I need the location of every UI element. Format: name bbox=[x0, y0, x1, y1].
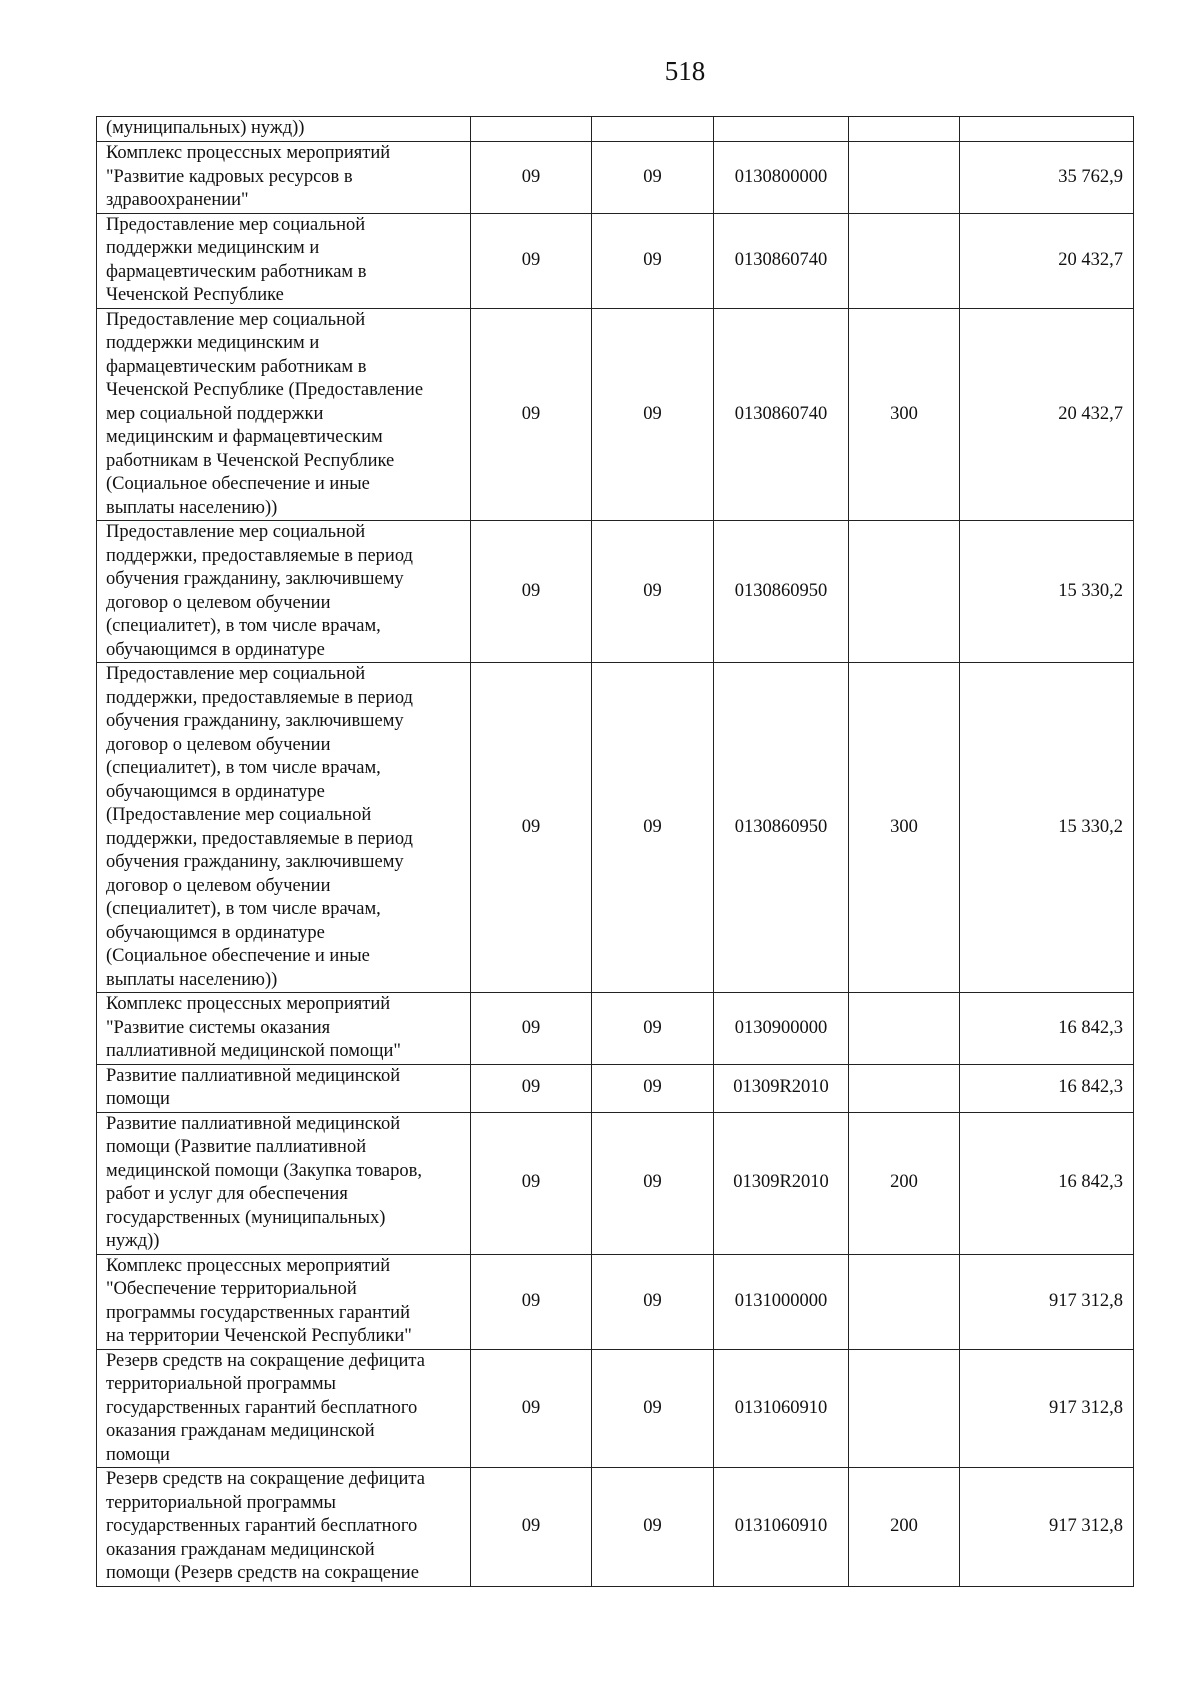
expense-type-cell bbox=[849, 142, 960, 214]
row-name-cell: Предоставление мер социальной поддержки, предоставляемые в период обучения гражданину, заключившему договор о целевом обучении (специалитет), в том числе врачам, обучающимся в ординатуре (Предоставление мер социальной поддержки, предоставляемые в период обучения гражданину, заключившему договор о целевом обучении (специалитет), в том числе врачам, обучающимся в ординатуре (Социальное обеспечение и иные выплаты населению)) bbox=[97, 663, 471, 993]
table-row bbox=[97, 308, 1134, 521]
subsection-code-cell: 09 bbox=[592, 1064, 714, 1112]
expense-type-cell: 200 bbox=[849, 1112, 960, 1254]
section-code-cell: 09 bbox=[471, 1112, 592, 1254]
amount-cell: 20 432,7 bbox=[960, 213, 1134, 308]
target-article-cell: 01309R2010 bbox=[714, 1112, 849, 1254]
section-code-cell: 09 bbox=[471, 1254, 592, 1349]
table-row bbox=[97, 1349, 1134, 1468]
section-code-cell bbox=[471, 117, 592, 142]
target-article-cell: 0130860740 bbox=[714, 213, 849, 308]
section-code-cell: 09 bbox=[471, 1349, 592, 1468]
amount-cell: 35 762,9 bbox=[960, 142, 1134, 214]
target-article-cell: 0130900000 bbox=[714, 993, 849, 1065]
expense-type-cell: 300 bbox=[849, 663, 960, 993]
amount-cell: 15 330,2 bbox=[960, 521, 1134, 663]
subsection-code-cell bbox=[592, 117, 714, 142]
table-row bbox=[97, 1064, 1134, 1112]
amount-cell: 20 432,7 bbox=[960, 308, 1134, 521]
budget-table bbox=[96, 116, 1134, 1587]
table-row bbox=[97, 1468, 1134, 1587]
target-article-cell: 0130860950 bbox=[714, 521, 849, 663]
row-name-cell: Развитие паллиативной медицинской помощи (Развитие паллиативной медицинской помощи (Закупка товаров, работ и услуг для обеспечения государственных (муниципальных) нужд)) bbox=[97, 1112, 471, 1254]
target-article-cell: 0131060910 bbox=[714, 1468, 849, 1587]
subsection-code-cell: 09 bbox=[592, 1254, 714, 1349]
subsection-code-cell: 09 bbox=[592, 308, 714, 521]
target-article-cell: 01309R2010 bbox=[714, 1064, 849, 1112]
target-article-cell: 0130860950 bbox=[714, 663, 849, 993]
target-article-cell: 0131000000 bbox=[714, 1254, 849, 1349]
expense-type-cell bbox=[849, 117, 960, 142]
target-article-cell bbox=[714, 117, 849, 142]
section-code-cell: 09 bbox=[471, 142, 592, 214]
expense-type-cell bbox=[849, 993, 960, 1065]
subsection-code-cell: 09 bbox=[592, 993, 714, 1065]
amount-cell: 917 312,8 bbox=[960, 1349, 1134, 1468]
row-name-cell: (муниципальных) нужд)) bbox=[97, 117, 471, 142]
section-code-cell: 09 bbox=[471, 993, 592, 1065]
section-code-cell: 09 bbox=[471, 663, 592, 993]
row-name-cell: Предоставление мер социальной поддержки медицинским и фармацевтическим работникам в Чеченской Республике (Предоставление мер социальной поддержки медицинским и фармацевтическим работникам в Чеченской Республике (Социальное обеспечение и иные выплаты населению)) bbox=[97, 308, 471, 521]
target-article-cell: 0130860740 bbox=[714, 308, 849, 521]
section-code-cell: 09 bbox=[471, 1064, 592, 1112]
target-article-cell: 0131060910 bbox=[714, 1349, 849, 1468]
row-name-cell: Предоставление мер социальной поддержки медицинским и фармацевтическим работникам в Чеченской Республике bbox=[97, 213, 471, 308]
expense-type-cell bbox=[849, 521, 960, 663]
row-name-cell: Резерв средств на сокращение дефицита территориальной программы государственных гарантий бесплатного оказания гражданам медицинской помощи bbox=[97, 1349, 471, 1468]
subsection-code-cell: 09 bbox=[592, 213, 714, 308]
row-name-cell: Развитие паллиативной медицинской помощи bbox=[97, 1064, 471, 1112]
subsection-code-cell: 09 bbox=[592, 521, 714, 663]
table-row bbox=[97, 663, 1134, 993]
amount-cell: 917 312,8 bbox=[960, 1468, 1134, 1587]
expense-type-cell bbox=[849, 213, 960, 308]
amount-cell: 16 842,3 bbox=[960, 1064, 1134, 1112]
row-name-cell: Предоставление мер социальной поддержки, предоставляемые в период обучения гражданину, заключившему договор о целевом обучении (специалитет), в том числе врачам, обучающимся в ординатуре bbox=[97, 521, 471, 663]
row-name-cell: Комплекс процессных мероприятий "Развитие системы оказания паллиативной медицинской помощи" bbox=[97, 993, 471, 1065]
subsection-code-cell: 09 bbox=[592, 1112, 714, 1254]
subsection-code-cell: 09 bbox=[592, 663, 714, 993]
subsection-code-cell: 09 bbox=[592, 142, 714, 214]
section-code-cell: 09 bbox=[471, 1468, 592, 1587]
row-name-cell: Комплекс процессных мероприятий "Обеспечение территориальной программы государственных гарантий на территории Чеченской Республики" bbox=[97, 1254, 471, 1349]
section-code-cell: 09 bbox=[471, 521, 592, 663]
expense-type-cell bbox=[849, 1064, 960, 1112]
amount-cell: 16 842,3 bbox=[960, 1112, 1134, 1254]
table-row bbox=[97, 117, 1134, 142]
page-number: 518 bbox=[664, 56, 706, 86]
amount-cell: 917 312,8 bbox=[960, 1254, 1134, 1349]
table-row bbox=[97, 1254, 1134, 1349]
table-row bbox=[97, 521, 1134, 663]
expense-type-cell: 300 bbox=[849, 308, 960, 521]
amount-cell bbox=[960, 117, 1134, 142]
amount-cell: 15 330,2 bbox=[960, 663, 1134, 993]
table-row bbox=[97, 213, 1134, 308]
section-code-cell: 09 bbox=[471, 213, 592, 308]
expense-type-cell: 200 bbox=[849, 1468, 960, 1587]
table-row bbox=[97, 993, 1134, 1065]
target-article-cell: 0130800000 bbox=[714, 142, 849, 214]
subsection-code-cell: 09 bbox=[592, 1349, 714, 1468]
table-row bbox=[97, 1112, 1134, 1254]
expense-type-cell bbox=[849, 1254, 960, 1349]
section-code-cell: 09 bbox=[471, 308, 592, 521]
row-name-cell: Комплекс процессных мероприятий "Развитие кадровых ресурсов в здравоохранении" bbox=[97, 142, 471, 214]
table-row bbox=[97, 142, 1134, 214]
amount-cell: 16 842,3 bbox=[960, 993, 1134, 1065]
row-name-cell: Резерв средств на сокращение дефицита территориальной программы государственных гарантий бесплатного оказания гражданам медицинской помощи (Резерв средств на сокращение bbox=[97, 1468, 471, 1587]
expense-type-cell bbox=[849, 1349, 960, 1468]
subsection-code-cell: 09 bbox=[592, 1468, 714, 1587]
